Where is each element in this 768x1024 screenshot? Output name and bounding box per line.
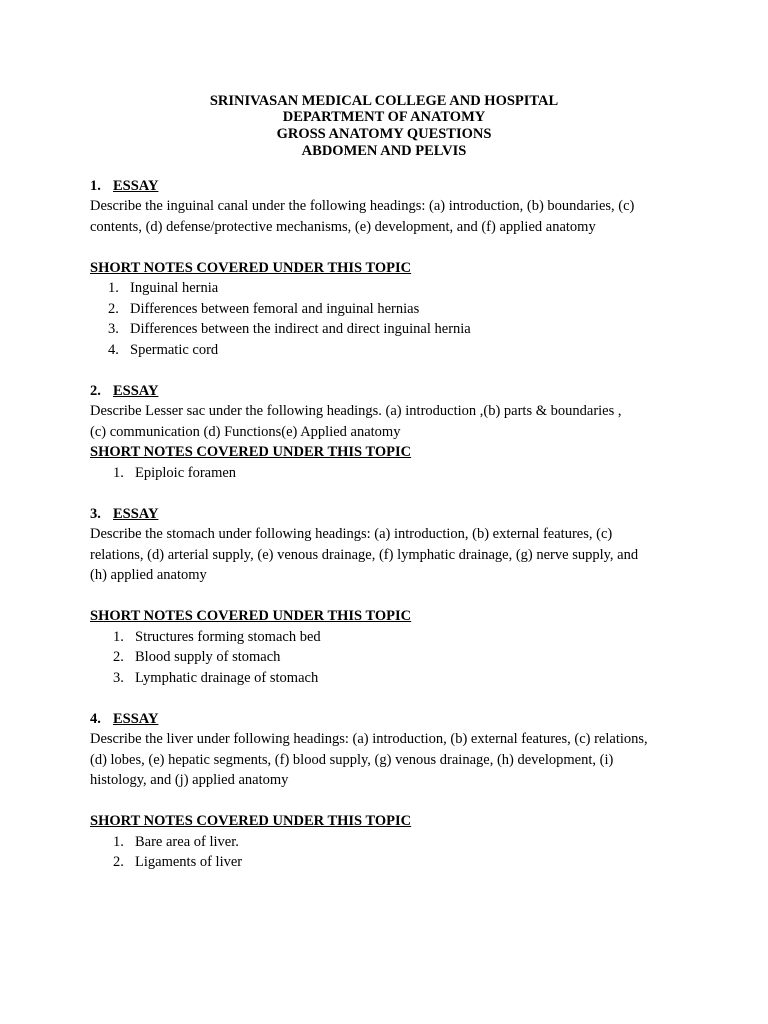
essay-text-line: Describe the liver under following headings: (a) introduction, (b) external features, (c) relations,	[90, 731, 648, 747]
list-item-number: 4.	[108, 342, 119, 358]
list-item-number: 3.	[113, 670, 124, 686]
list-item-number: 1.	[108, 280, 119, 296]
essay-number: 2.	[90, 383, 101, 399]
essay-text-line: histology, and (j) applied anatomy	[90, 772, 289, 788]
essay-text-line: (c) communication (d) Functions(e) Applied anatomy	[90, 424, 401, 440]
essay-text-line: Describe Lesser sac under the following headings. (a) introduction ,(b) parts & boundaries ,	[90, 403, 622, 419]
short-notes-heading: SHORT NOTES COVERED UNDER THIS TOPIC	[90, 813, 412, 829]
list-item: Epiploic foramen	[135, 465, 237, 481]
list-item: Spermatic cord	[130, 342, 219, 358]
list-item: Ligaments of liver	[135, 854, 243, 870]
list-item: Lymphatic drainage of stomach	[135, 670, 319, 686]
short-notes-heading: SHORT NOTES COVERED UNDER THIS TOPIC	[90, 608, 412, 624]
list-item-number: 1.	[113, 629, 124, 645]
essay-heading: ESSAY	[113, 711, 159, 727]
list-item: Blood supply of stomach	[135, 649, 281, 665]
essay-number: 3.	[90, 506, 101, 522]
short-notes-heading: SHORT NOTES COVERED UNDER THIS TOPIC	[90, 260, 412, 276]
list-item-number: 2.	[108, 301, 119, 317]
list-item: Differences between femoral and inguinal hernias	[130, 301, 420, 317]
list-item-number: 2.	[113, 649, 124, 665]
essay-text-line: Describe the stomach under following headings: (a) introduction, (b) external features, (c)	[90, 526, 613, 542]
college-name: SRINIVASAN MEDICAL COLLEGE AND HOSPITAL	[209, 93, 559, 109]
essay-heading: ESSAY	[113, 178, 159, 194]
document-subtitle: ABDOMEN AND PELVIS	[301, 143, 467, 159]
essay-text-line: contents, (d) defense/protective mechanisms, (e) development, and (f) applied anatomy	[90, 219, 596, 235]
essay-number: 4.	[90, 711, 101, 727]
short-notes-heading: SHORT NOTES COVERED UNDER THIS TOPIC	[90, 444, 412, 460]
list-item: Structures forming stomach bed	[135, 629, 321, 645]
document-title: GROSS ANATOMY QUESTIONS	[276, 126, 492, 142]
list-item: Inguinal hernia	[130, 280, 219, 296]
essay-number: 1.	[90, 178, 101, 194]
essay-text-line: relations, (d) arterial supply, (e) venous drainage, (f) lymphatic drainage, (g) nerve supply, and	[90, 547, 639, 563]
essay-text-line: (h) applied anatomy	[90, 567, 207, 583]
list-item: Differences between the indirect and direct inguinal hernia	[130, 321, 471, 337]
list-item: Bare area of liver.	[135, 834, 239, 850]
essay-heading: ESSAY	[113, 506, 159, 522]
list-item-number: 1.	[113, 834, 124, 850]
list-item-number: 3.	[108, 321, 119, 337]
essay-text-line: (d) lobes, (e) hepatic segments, (f) blood supply, (g) venous drainage, (h) development, (i)	[90, 752, 614, 768]
essay-text-line: Describe the inguinal canal under the following headings: (a) introduction, (b) boundaries, (c)	[90, 198, 635, 214]
department-name: DEPARTMENT OF ANATOMY	[282, 109, 486, 125]
list-item-number: 1.	[113, 465, 124, 481]
list-item-number: 2.	[113, 854, 124, 870]
essay-heading: ESSAY	[113, 383, 159, 399]
